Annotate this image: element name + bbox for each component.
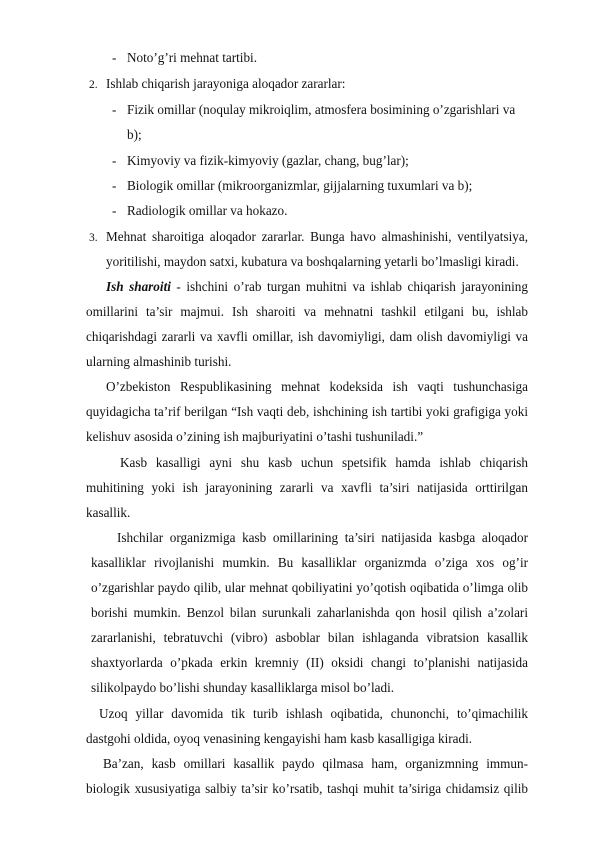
list-item-2: Ishlab chiqarish jarayoniga aloqador zararlar:: [106, 76, 346, 91]
paragraph-line: O’zbekiston Respublikasining mehnat kodeksida ish vaqti tushunchasiga: [106, 379, 528, 394]
list-dash: -: [112, 50, 117, 65]
term-ish-sharoiti: Ish sharoiti: [106, 279, 171, 294]
list-dash: -: [112, 153, 117, 168]
list-number-3: 3.: [89, 232, 98, 244]
paragraph-line: omillarini ta’sir majmui. Ish sharoiti va mehnatni tashkil etilgani bu, ishlab: [86, 304, 528, 319]
sublist-item-radiologik: Radiologik omillar va hokazo.: [127, 203, 288, 218]
paragraph-line: kasalliklar rivojlanishi mumkin. Bu kasalliklar organizmda o’ziga xos og’ir: [91, 555, 528, 570]
paragraph-line: Kasb kasalligi ayni shu kasb uchun spetsifik hamda ishlab chiqarish: [120, 455, 528, 470]
paragraph-line: borishi mumkin. Benzol bilan surunkali zaharlanishda qon hosil qilish a’zolari: [91, 605, 528, 620]
sublist-item-fizik: Fizik omillar (noqulay mikroiqlim, atmosfera bosimining o’zgarishlari va: [127, 102, 516, 117]
paragraph-line: Ish sharoiti - ishchini o’rab turgan muhitni va ishlab chiqarish jarayonining: [106, 279, 528, 294]
paragraph-line: silikolpaydo bo’lishi shunday kasalliklarga misol bo’ladi.: [91, 680, 395, 695]
paragraph-line: dastgohi oldida, oyoq venasining kengayishi ham kasb kasalligiga kiradi.: [86, 731, 473, 746]
paragraph-line: Uzoq yillar davomida tik turib ishlash oqibatida, chunonchi, to’qimachilik: [99, 706, 528, 721]
list-item-3-line1: Mehnat sharoitiga aloqador zararlar. Bunga havo almashinishi, ventilyatsiya,: [106, 229, 528, 244]
sublist-item-fizik-cont: b);: [127, 127, 142, 142]
paragraph-line: kasallik.: [86, 505, 131, 520]
paragraph-line: chiqarishdagi zararli va xavfli omillar, ish davomiyligi, dam olish davomiyligi va: [86, 329, 528, 344]
list-item-3-line2: yoritilishi, maydon satxi, kubatura va boshqalarning yetarli bo’lmasligi kiradi.: [106, 254, 519, 269]
paragraph-line: Ishchilar organizmiga kasb omillarining ta’siri natijasida kasbga aloqador: [117, 530, 528, 545]
paragraph-line: zararlanishi, tebratuvchi (vibro) asboblar bilan ishlaganda vibratsion kasallik: [91, 630, 528, 645]
paragraph-line: o’zgarishlar paydo qilib, ular mehnat qobiliyatini yo’qotish oqibatida o’limga olib: [91, 580, 528, 595]
paragraph-line: biologik xususiyatiga salbiy ta’sir ko’rsatib, tashqi muhit ta’siriga chidamsiz qilib: [86, 781, 528, 796]
paragraph-line: muhitining yoki ish jarayonining zararli va xavfli ta’siri natijasida orttirilgan: [86, 480, 528, 495]
paragraph-line: kelishuv asosida o’zining ish majburiyatini o’tashi tushuniladi.”: [86, 429, 424, 444]
list-dash: -: [112, 102, 117, 117]
paragraph-line: ularning almashinib turishi.: [86, 354, 232, 369]
list-number-2: 2.: [89, 79, 98, 91]
paragraph-line: Ba’zan, kasb omillari kasallik paydo qilmasa ham, organizmning immun-: [103, 756, 528, 771]
list-item-noto: Noto’g’ri mehnat tartibi.: [127, 50, 258, 65]
sublist-item-kimyoviy: Kimyoviy va fizik-kimyoviy (gazlar, chang, bug’lar);: [127, 153, 409, 168]
paragraph-line: shaxtyorlarda o’pkada erkin kremniy (II) oksidi changi to’planishi natijasida: [91, 655, 528, 670]
list-dash: -: [112, 178, 117, 193]
sublist-item-biologik: Biologik omillar (mikroorganizmlar, gijjalarning tuxumlari va b);: [127, 178, 473, 193]
paragraph-line: quyidagicha ta’rif berilgan “Ish vaqti deb, ishchining ish tartibi yoki grafigiga yoki: [86, 404, 528, 419]
list-dash: -: [112, 203, 117, 218]
